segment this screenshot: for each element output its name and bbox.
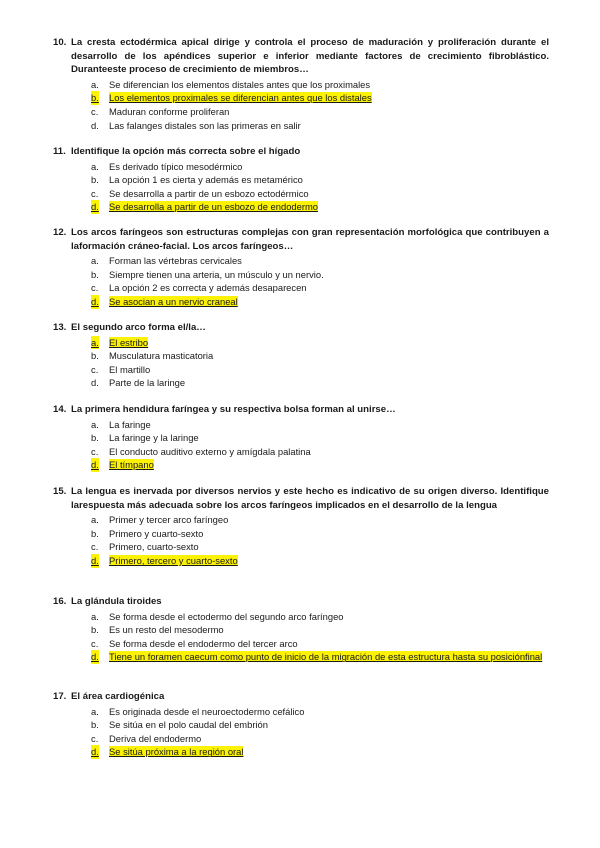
- option-b: [91, 349, 549, 363]
- option-text: Deriva del endodermo: [109, 732, 202, 744]
- option-text: Se diferencian los elementos distales antes que los proximales: [109, 78, 371, 90]
- option-d: [91, 200, 549, 214]
- option-letter: d.: [91, 554, 99, 566]
- option-a: [91, 336, 549, 350]
- option-text-highlighted: Se desarrolla a partir de un esbozo de endodermo: [109, 201, 318, 213]
- option-b: [91, 623, 549, 637]
- option-b: [91, 91, 549, 105]
- option-text: Siempre tienen una arteria, un músculo y un nervio.: [109, 268, 324, 280]
- question-stem: [53, 226, 549, 253]
- question-number: 13.: [53, 322, 67, 333]
- option-d: [91, 295, 549, 309]
- question-stem: [53, 145, 549, 159]
- option-text-highlighted: El estribo: [109, 336, 149, 348]
- option-text: Es originada desde el neuroectodermo cefálico: [109, 705, 305, 717]
- option-c: [91, 445, 549, 459]
- option-c: [91, 540, 549, 554]
- option-text: Es derivado típico mesodérmico: [109, 160, 243, 172]
- option-c: [91, 105, 549, 119]
- question-stem: [53, 36, 549, 77]
- option-b: [91, 173, 549, 187]
- question-number: 17.: [53, 691, 67, 702]
- option-letter: d.: [91, 377, 99, 389]
- option-text: El martillo: [109, 363, 151, 375]
- option-letter: c.: [91, 363, 99, 375]
- option-text: La faringe y la laringe: [109, 432, 199, 444]
- option-d: [91, 376, 549, 390]
- option-a: [91, 160, 549, 174]
- options-list: [91, 418, 549, 472]
- option-letter: d.: [91, 119, 99, 131]
- option-text: Se sitúa en el polo caudal del embrión: [109, 719, 268, 731]
- option-letter: c.: [91, 105, 99, 117]
- option-text-highlighted: El tímpano: [109, 459, 154, 471]
- option-letter: c.: [91, 637, 99, 649]
- option-text-highlighted: Tiene un foramen caecum como punto de inicio de la migración de esta estructura hasta su posiciónfinal: [109, 651, 543, 663]
- option-text: Se forma desde el endodermo del tercer arco: [109, 637, 298, 649]
- question-stem: [53, 321, 549, 335]
- option-c: [91, 637, 549, 651]
- option-letter: a.: [91, 78, 99, 90]
- options-list: [91, 705, 549, 759]
- question-text: Identifique la opción más correcta sobre el hígado: [71, 146, 301, 157]
- option-letter: c.: [91, 732, 99, 744]
- option-b: [91, 431, 549, 445]
- option-letter: d.: [91, 746, 99, 758]
- option-text: Musculatura masticatoria: [109, 350, 214, 362]
- option-a: [91, 418, 549, 432]
- option-text: La faringe: [109, 418, 151, 430]
- option-letter: b.: [91, 350, 99, 362]
- option-d: [91, 119, 549, 133]
- option-letter: a.: [91, 514, 99, 526]
- option-letter: c.: [91, 187, 99, 199]
- option-letter: c.: [91, 445, 99, 457]
- option-text: La opción 1 es cierta y además es metamérico: [109, 174, 303, 186]
- option-a: [91, 705, 549, 719]
- option-letter: c.: [91, 282, 99, 294]
- question-10: [53, 36, 549, 132]
- question-text: El área cardiogénica: [71, 691, 165, 702]
- option-d: [91, 458, 549, 472]
- option-c: [91, 363, 549, 377]
- question-12: [53, 226, 549, 309]
- option-letter: a.: [91, 160, 99, 172]
- option-text-highlighted: Se sitúa próxima a la región oral: [109, 746, 244, 758]
- option-text: Se desarrolla a partir de un esbozo ectodérmico: [109, 187, 309, 199]
- option-b: [91, 718, 549, 732]
- option-letter: a.: [91, 610, 99, 622]
- option-letter: b.: [91, 174, 99, 186]
- option-letter: b.: [91, 268, 99, 280]
- option-letter: d.: [91, 459, 99, 471]
- question-text: La cresta ectodérmica apical dirige y controla el proceso de maduración y proliferación durante el desarrollo de los apéndices superior e inferior mediante factores de crecimiento fibroblástico. Duranteeste proceso de crecimiento de miembros…: [71, 37, 549, 76]
- option-c: [91, 187, 549, 201]
- option-text: Maduran conforme proliferan: [109, 105, 230, 117]
- option-letter: b.: [91, 624, 99, 636]
- question-stem: [53, 485, 549, 512]
- question-stem: [53, 690, 549, 704]
- option-letter: c.: [91, 541, 99, 553]
- option-text: Es un resto del mesodermo: [109, 624, 224, 636]
- option-letter: a.: [91, 255, 99, 267]
- option-text: Forman las vértebras cervicales: [109, 255, 242, 267]
- option-letter: b.: [91, 432, 99, 444]
- option-text: Primer y tercer arco faríngeo: [109, 514, 229, 526]
- option-letter: b.: [91, 92, 99, 104]
- option-b: [91, 527, 549, 541]
- option-text: Primero y cuarto-sexto: [109, 527, 204, 539]
- question-stem: [53, 595, 549, 609]
- option-letter: d.: [91, 201, 99, 213]
- option-a: [91, 610, 549, 624]
- question-stem: [53, 403, 549, 417]
- options-list: [91, 610, 549, 664]
- option-text: Se forma desde el ectodermo del segundo arco faríngeo: [109, 610, 344, 622]
- question-14: [53, 403, 549, 472]
- question-11: [53, 145, 549, 214]
- option-letter: a.: [91, 705, 99, 717]
- option-a: [91, 78, 549, 92]
- option-d: [91, 650, 549, 664]
- option-text-highlighted: Primero, tercero y cuarto-sexto: [109, 554, 238, 566]
- option-a: [91, 254, 549, 268]
- option-c: [91, 732, 549, 746]
- question-number: 11.: [53, 146, 66, 157]
- option-letter: b.: [91, 527, 99, 539]
- options-list: [91, 254, 549, 308]
- question-text: Los arcos faríngeos son estructuras complejas con gran representación morfológica que contribuyen a laformación cráneo-facial. Los arcos faríngeos…: [71, 227, 549, 252]
- option-text-highlighted: Se asocian a un nervio craneal: [109, 295, 238, 307]
- option-text: El conducto auditivo externo y amígdala palatina: [109, 445, 311, 457]
- question-text: La lengua es inervada por diversos nervios y este hecho es indicativo de su origen diverso. Identifique larespuesta más adecuada sobre los arcos faríngeos implicados en el desarrollo de la lengua: [71, 486, 549, 511]
- option-letter: d.: [91, 651, 99, 663]
- option-text: Parte de la laringe: [109, 377, 186, 389]
- question-number: 16.: [53, 596, 67, 607]
- question-text: El segundo arco forma el/la…: [71, 322, 206, 333]
- question-13: [53, 321, 549, 390]
- option-text: Las falanges distales son las primeras en salir: [109, 119, 301, 131]
- question-number: 15.: [53, 486, 67, 497]
- option-d: [91, 745, 549, 759]
- option-b: [91, 268, 549, 282]
- question-text: La glándula tiroides: [71, 596, 162, 607]
- question-17: [53, 690, 549, 759]
- option-letter: a.: [91, 418, 99, 430]
- option-a: [91, 513, 549, 527]
- option-text-highlighted: Los elementos proximales se diferencian antes que los distales: [109, 92, 372, 104]
- options-list: [91, 336, 549, 390]
- option-text: Primero, cuarto-sexto: [109, 541, 199, 553]
- option-letter: b.: [91, 719, 99, 731]
- options-list: [91, 78, 549, 132]
- option-d: [91, 554, 549, 568]
- question-number: 12.: [53, 227, 67, 238]
- option-text: La opción 2 es correcta y además desaparecen: [109, 282, 307, 294]
- option-letter: d.: [91, 295, 99, 307]
- option-c: [91, 281, 549, 295]
- question-text: La primera hendidura faríngea y su respectiva bolsa forman al unirse…: [71, 404, 396, 415]
- option-letter: a.: [91, 336, 99, 348]
- question-number: 10.: [53, 37, 67, 48]
- question-16: [53, 595, 549, 664]
- options-list: [91, 160, 549, 214]
- question-number: 14.: [53, 404, 67, 415]
- options-list: [91, 513, 549, 567]
- question-15: [53, 485, 549, 568]
